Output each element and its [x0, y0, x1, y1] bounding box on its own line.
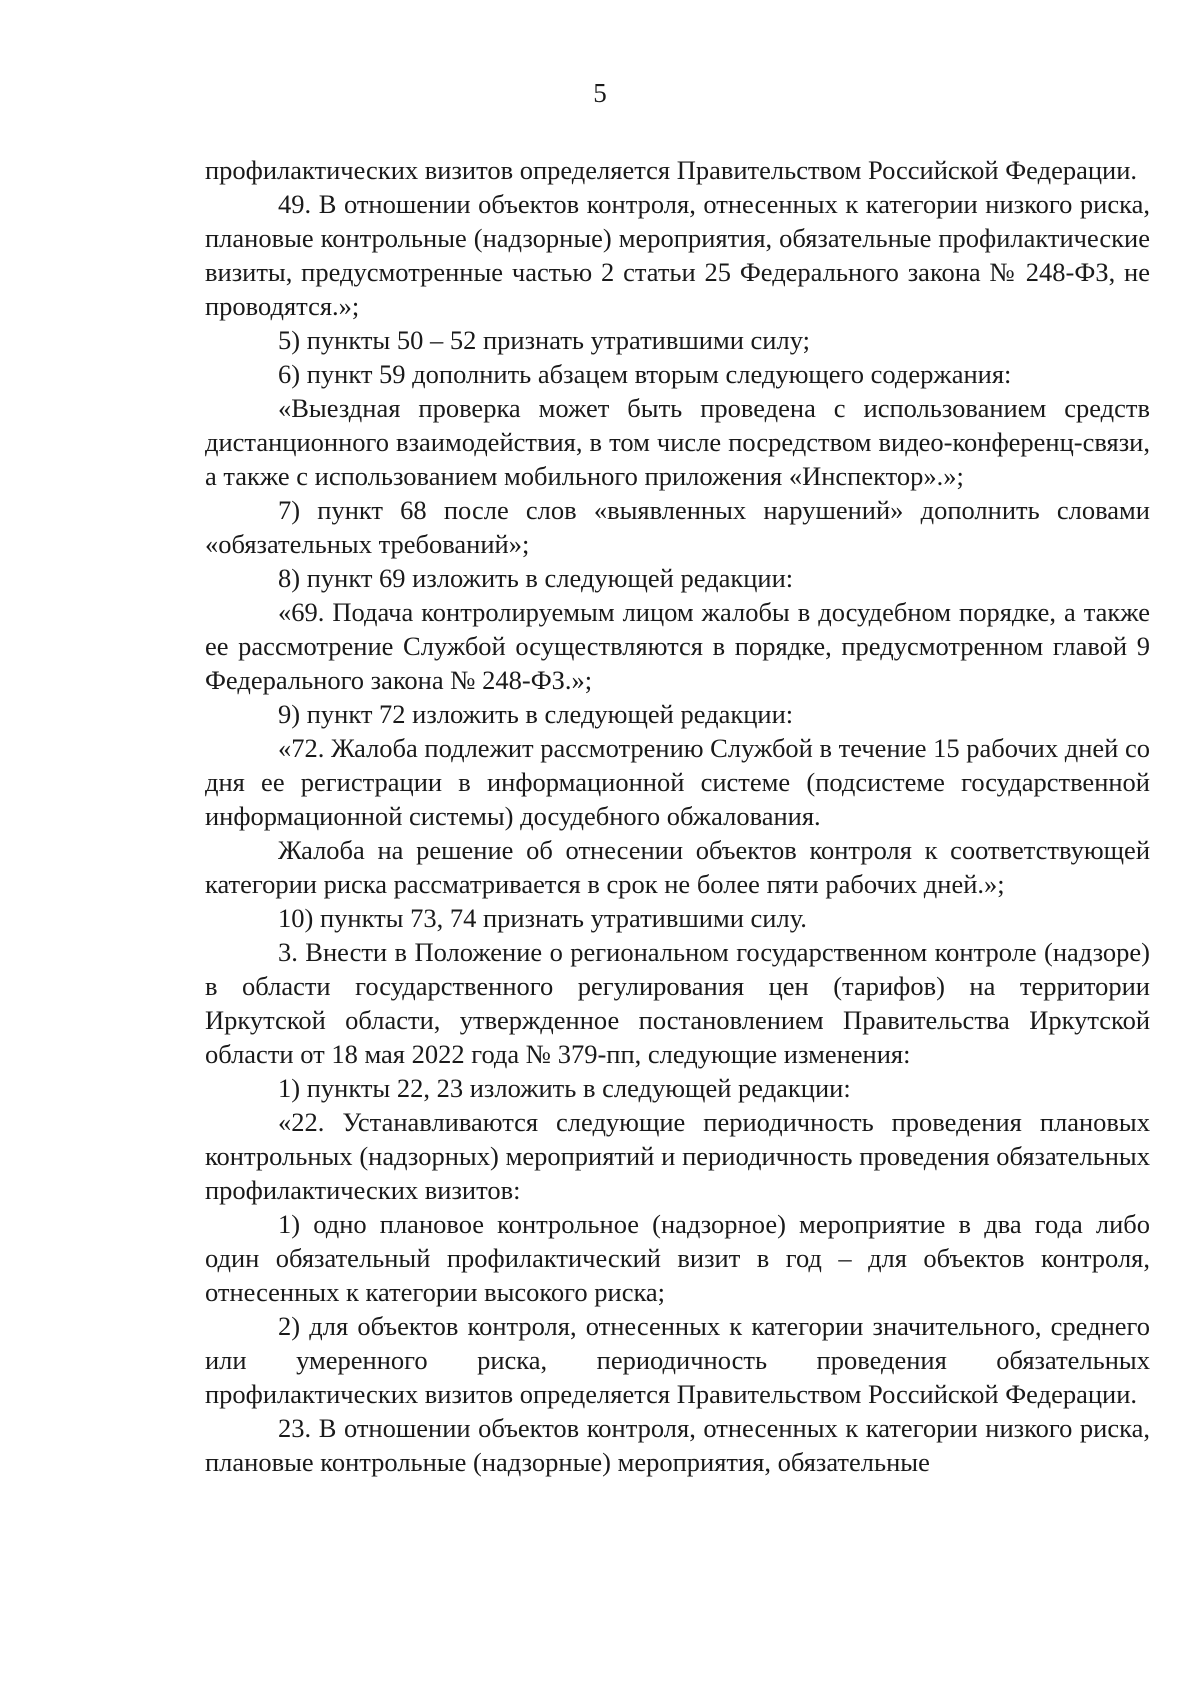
paragraph: 5) пункты 50 – 52 признать утратившими силу; [278, 325, 810, 355]
paragraph: 10) пункты 73, 74 признать утратившими силу. [278, 903, 807, 933]
paragraph: 1) одно плановое контрольное (надзорное) мероприятие в два года либо один обязательный профилактический визит в год – для объектов контроля, отнесенных к категории высокого риска; [205, 1209, 1150, 1307]
paragraph: 3. Внести в Положение о региональном государственном контроле (надзоре) в области государственного регулирования цен (тарифов) на территории Иркутской области, утвержденное постановлением Правительства Иркутской области от 18 мая 2022 года № 379-пп, следующие изменения: [205, 937, 1150, 1069]
paragraph: «69. Подача контролируемым лицом жалобы в досудебном порядке, а также ее рассмотрение Службой осуществляются в порядке, предусмотренном главой 9 Федерального закона № 248-ФЗ.»; [205, 597, 1150, 695]
paragraph: «22. Устанавливаются следующие периодичность проведения плановых контрольных (надзорных) мероприятий и периодичность проведения обязательных профилактических визитов: [205, 1107, 1150, 1205]
paragraph: 7) пункт 68 после слов «выявленных нарушений» дополнить словами «обязательных требований»; [205, 495, 1150, 559]
paragraph: 2) для объектов контроля, отнесенных к категории значительного, среднего или умеренного риска, периодичность проведения обязательных профилактических визитов определяется Правительством Российской Федерации. [205, 1311, 1150, 1409]
paragraph: «72. Жалоба подлежит рассмотрению Службой в течение 15 рабочих дней со дня ее регистрации в информационной системе (подсистеме государственной информационной системы) досудебного обжалования. [205, 733, 1150, 831]
paragraph: «Выездная проверка может быть проведена с использованием средств дистанционного взаимодействия, в том числе посредством видео-конференц-связи, а также с использованием мобильного приложения «Инспектор».»; [205, 393, 1150, 491]
paragraph: 6) пункт 59 дополнить абзацем вторым следующего содержания: [278, 359, 1012, 389]
paragraph: 49. В отношении объектов контроля, отнесенных к категории низкого риска, плановые контрольные (надзорные) мероприятия, обязательные профилактические визиты, предусмотренные частью 2 статьи 25 Федерального закона № 248-ФЗ, не проводятся.»; [205, 189, 1150, 321]
paragraph: 9) пункт 72 изложить в следующей редакции: [278, 699, 794, 729]
page-number: 5 [593, 78, 607, 108]
paragraph: профилактических визитов определяется Правительством Российской Федерации. [205, 155, 1138, 185]
paragraph: 23. В отношении объектов контроля, отнесенных к категории низкого риска, плановые контрольные (надзорные) мероприятия, обязательные [205, 1413, 1150, 1477]
paragraph: Жалоба на решение об отнесении объектов контроля к соответствующей категории риска рассматривается в срок не более пяти рабочих дней.»; [205, 835, 1150, 899]
document-body [205, 153, 1150, 1479]
paragraph: 1) пункты 22, 23 изложить в следующей редакции: [278, 1073, 851, 1103]
paragraph: 8) пункт 69 изложить в следующей редакции: [278, 563, 794, 593]
